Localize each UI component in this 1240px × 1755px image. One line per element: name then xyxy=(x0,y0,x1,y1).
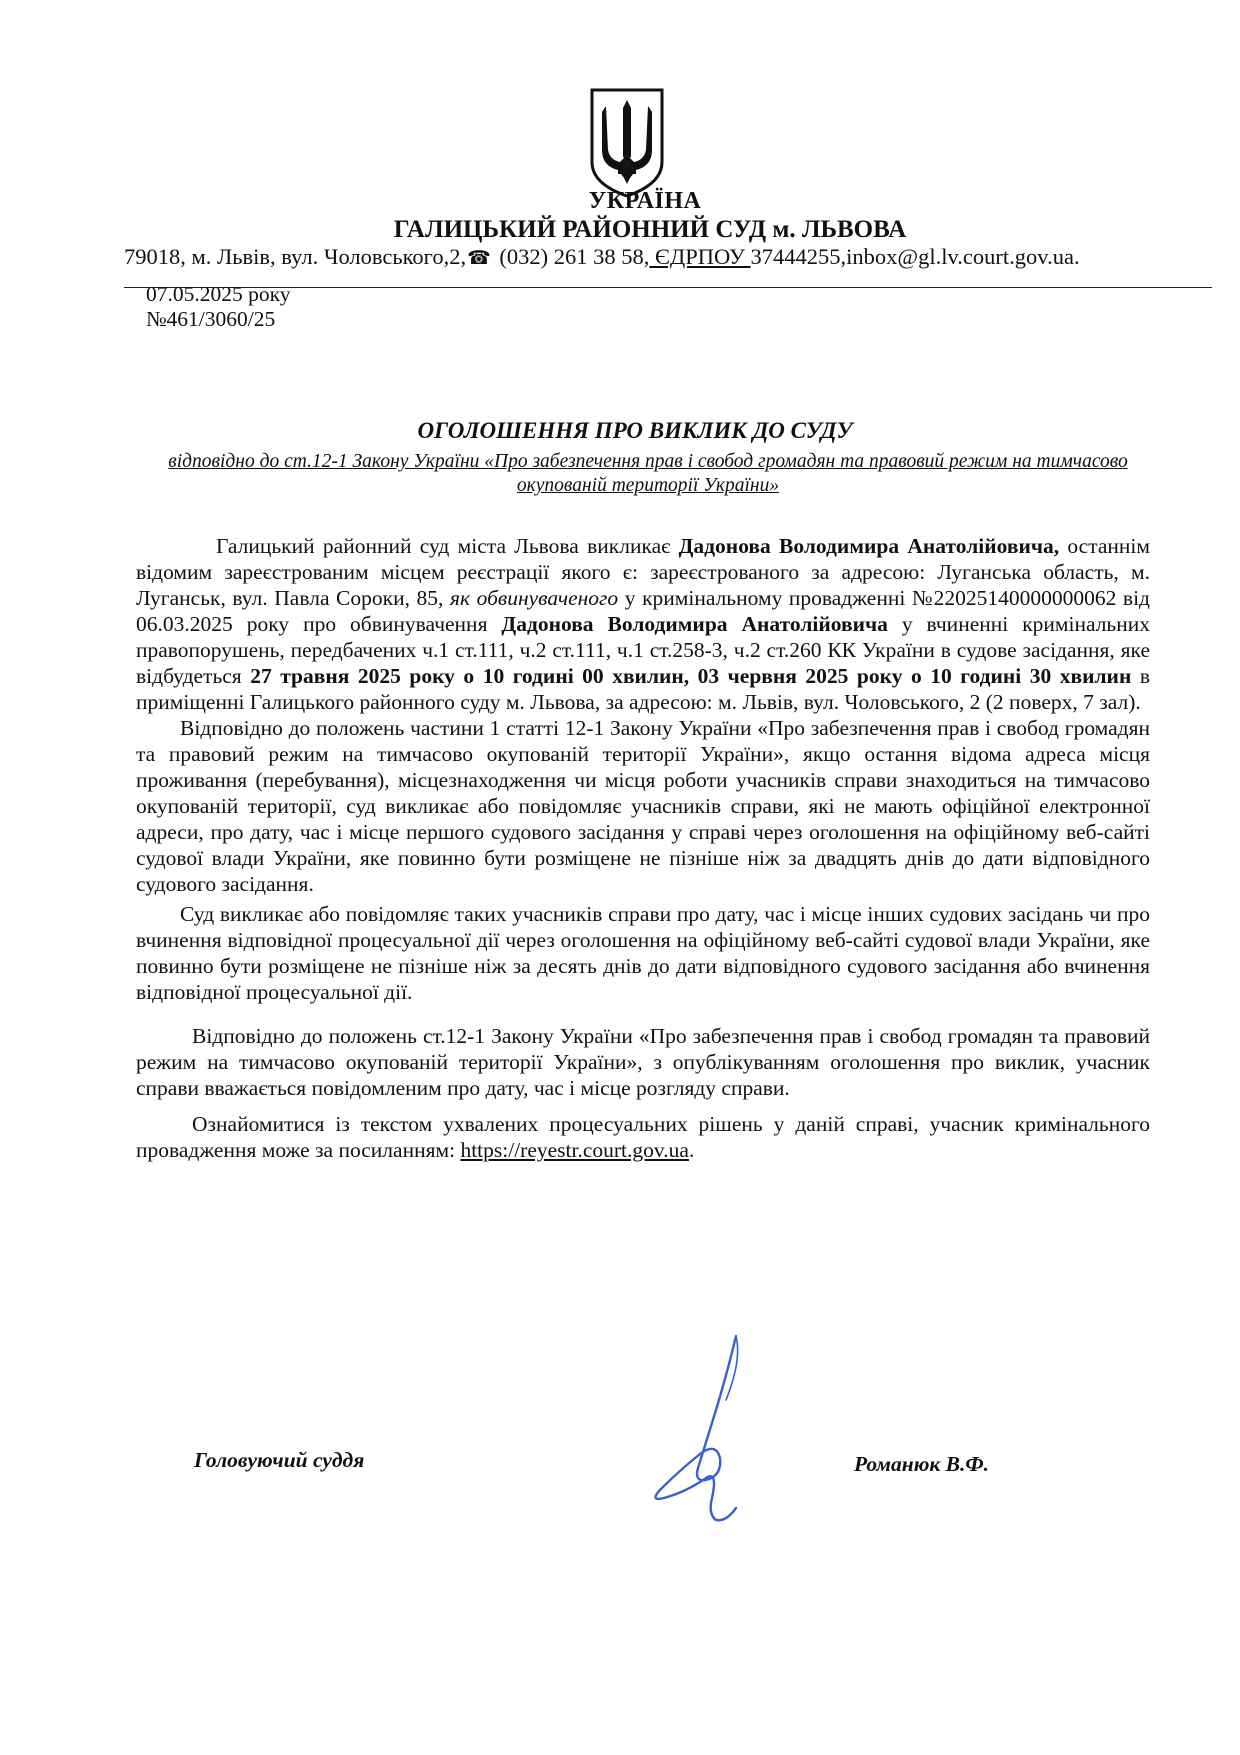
coat-of-arms-icon xyxy=(588,86,666,198)
text-segment: . xyxy=(688,1138,695,1162)
document-body xyxy=(136,533,1150,1163)
paragraph-legal-basis: Відповідно до положень частини 1 статті 12-1 Закону України «Про забезпечення прав і свобод громадян та правовий режим на тимчасово окупованій території України», якщо остання відома адреса місця проживання (перебування), місцезнаходження чи місця роботи учасників справи знаходиться на тимчасово окупованій території, суд викликає або повідомляє учасників справи, які не мають офіційної електронної адреси, про дату, час і місце першого судового засідання у справі через оголошення на офіційному веб-сайті судової влади України, яке повинно бути розміщене не пізніше ніж за двадцять днів до дати відповідного судового засідання. xyxy=(136,716,1150,896)
text-segment: у кримінальному провадженні №22025140000000062 від 06.03.2025 року про обвинувачення xyxy=(136,586,1150,636)
edrpou-label: ЄДРПОУ xyxy=(649,244,751,269)
defendant-name: Дадонова Володимира Анатолійовича xyxy=(501,612,888,636)
judge-name: Романюк В.Ф. xyxy=(854,1452,990,1476)
paragraph-summons xyxy=(136,533,1150,715)
document-title: ОГОЛОШЕННЯ ПРО ВИКЛИК ДО СУДУ xyxy=(417,418,853,443)
paragraph-other-hearings: Суд викликає або повідомляє таких учасників справи про дату, час і місце інших судових засідань чи про вчинення відповідної процесуальної дії через оголошення на офіційному веб-сайті судової влади України, яке повинно бути розміщене не пізніше ніж за десять днів до дати відповідного судового засідання або вчинення відповідної процесуальної дії. xyxy=(136,902,1150,1004)
defendant-name: Дадонова Володимира Анатолійовича, xyxy=(678,534,1060,558)
text-segment: останнім відомим зареєстрованим місцем реєстрації якого є: зареєстрованого за адресою: Луганська область, м. Луганськ, вул. Павла Сороки, 85, xyxy=(136,534,1151,610)
text-segment: Галицький районний суд міста Львова викликає xyxy=(216,534,679,558)
signature xyxy=(640,1330,780,1530)
court-address-line xyxy=(124,244,1204,270)
paragraph-notification: Відповідно до положень ст.12-1 Закону України «Про забезпечення прав і свобод громадян та правовий режим на тимчасово окупованій території України», з опублікуванням оголошення про виклик, учасник справи вважається повідомленим про дату, час і місце розгляду справи. xyxy=(136,1024,1150,1100)
text-segment: в приміщенні Галицького районного суду м. Львова, за адресою: м. Львів, вул. Чоловського, 2 (2 поверх, 7 зал). xyxy=(136,664,1150,714)
document-date: 07.05.2025 року xyxy=(146,282,291,306)
document-subtitle: відповідно до ст.12-1 Закону України «Про забезпечення прав і свобод громадян та правовий режим на тимчасово окупованій території України» xyxy=(168,451,1128,496)
defendant-status: як обвинуваченого xyxy=(449,586,619,610)
paragraph-registry-link xyxy=(136,1111,1150,1163)
edrpou-and-email: 37444255,inbox@gl.lv.court.gov.ua. xyxy=(750,244,1080,269)
country-name: УКРАЇНА xyxy=(588,188,702,214)
text-segment: Ознайомитися із текстом ухвалених процесуальних рішень у даній справі, учасник кримінального провадження може за посиланням: xyxy=(136,1112,1150,1162)
case-number: №461/3060/25 xyxy=(146,307,276,331)
hearing-dates: 27 травня 2025 року о 10 годині 00 хвилин, 03 червня 2025 року о 10 годині 30 хвилин xyxy=(250,664,1132,688)
registry-link[interactable]: https://reyestr.court.gov.ua xyxy=(460,1138,689,1162)
judge-role: Головуючий суддя xyxy=(194,1448,365,1472)
text-segment: у вчиненні кримінальних правопорушень, передбачених ч.1 ст.111, ч.2 ст.111, ч.1 ст.258-3, ч.2 ст.260 КК України в судове засідання, яке відбудеться xyxy=(136,612,1151,688)
court-address: 79018, м. Львів, вул. Чоловського,2, xyxy=(124,244,467,269)
phone-icon: ☎ xyxy=(467,248,491,269)
court-phone: (032) 261 38 58, xyxy=(493,244,650,269)
court-name: ГАЛИЦЬКИЙ РАЙОННИЙ СУД м. ЛЬВОВА xyxy=(393,216,907,243)
